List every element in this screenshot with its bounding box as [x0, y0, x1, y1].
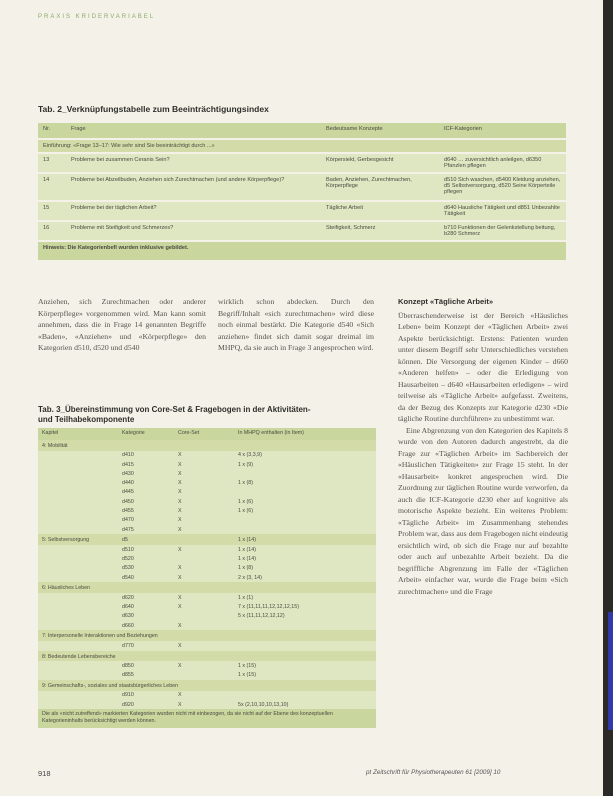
table2-cell: Probleme bei zusammen Ceranis Sein?: [66, 153, 321, 173]
table-row: [38, 497, 376, 506]
table2-cell: b710 Funktionen der Gelenkstellung beitung, b280 Schmerz: [439, 221, 566, 241]
table2-header-icf: ICF-Kategorien: [439, 123, 566, 139]
table3-cell-coreset: X: [178, 604, 182, 611]
table3-chapter-label: 4: Mobilität: [38, 440, 376, 451]
table3-cell-mhpq: [234, 641, 376, 650]
table2-header-nr: Nr.: [38, 123, 66, 139]
table-row: [38, 488, 376, 497]
body-column-left: [38, 296, 206, 354]
table-row: [38, 469, 376, 478]
table3-cell: [38, 451, 118, 460]
table2-cell: 15: [38, 201, 66, 221]
table3-header-coreset: Core-Set: [174, 428, 234, 440]
table3-cell-mhpq: 5 x (11,11,12,12,12): [238, 613, 285, 620]
table3-cell-coreset: X: [178, 594, 182, 601]
table3-cell-coreset: [174, 555, 234, 564]
table3-cell-mhpq: 7 x (11,11,11,12,12,12,15): [238, 604, 299, 611]
table3-cell-coreset: X: [178, 701, 182, 708]
table2-cell: Probleme bei der täglichen Arbeit?: [66, 201, 321, 221]
table3-cell-mhpq: 1 x (14): [238, 546, 256, 553]
table3-section-row: [38, 582, 376, 593]
table3-cell: [38, 621, 118, 630]
table3-cell-kategorie: d445: [122, 489, 134, 496]
table2-footnote: Hinweis: Die Kategorienbefi wurden inklusive gebildet.: [38, 241, 566, 261]
table2-cell: 14: [38, 173, 66, 201]
table3-cell-mhpq: 4 x (3,3,9): [238, 452, 262, 459]
table3-cell-mhpq: 1 x (8): [238, 480, 254, 487]
table3-cell-mhpq: [234, 488, 376, 497]
table2-footnote-row: [38, 241, 566, 261]
table3-cell-kategorie: d510: [122, 546, 134, 553]
table3-cell: [38, 671, 118, 680]
table2-cell: Probleme bei Abzeilbuden, Anziehen sich Zurechtmachen (und andere Körperpflege)?: [66, 173, 321, 201]
table3-cell: [38, 516, 118, 525]
section-heading: Konzept «Tägliche Arbeit»: [398, 297, 494, 306]
table3-cell: [38, 525, 118, 534]
table3-cell-coreset: X: [178, 461, 182, 468]
table3-cell-mhpq: [234, 516, 376, 525]
table2-cell: d640 Hausliche Tätigkeit und d851 Unbezahlte Tätigkeit: [439, 201, 566, 221]
table3-cell-kategorie: d855: [122, 672, 134, 679]
table3-cell-kategorie: d440: [122, 480, 134, 487]
table3-cell-mhpq: 1 x (1): [238, 594, 254, 601]
table3-cell: 1 x (14): [234, 534, 376, 545]
table3-cell: [38, 488, 118, 497]
table3-cell-mhpq: 1 x (6): [238, 508, 254, 515]
table3-cell-coreset: X: [178, 517, 182, 524]
table-row: [38, 525, 376, 534]
table3-cell-kategorie: d455: [122, 508, 134, 515]
table3-chapter-label: 8: Bedeutende Lebensbereiche: [38, 651, 376, 662]
table3-cell-coreset: X: [178, 565, 182, 572]
table3-title: [38, 405, 310, 425]
table-row: [38, 661, 376, 670]
table3-cell-kategorie: d620: [122, 594, 134, 601]
table3-section-row: [38, 630, 376, 641]
table-row: [38, 221, 566, 241]
table2-cell: 13: [38, 153, 66, 173]
running-head: PRAXIS KRIDERVARIABEL: [38, 14, 156, 20]
table3-cell-kategorie: d415: [122, 461, 134, 468]
table3-cell: [38, 469, 118, 478]
table3-cell-kategorie: d640: [122, 604, 134, 611]
table3-cell: [38, 507, 118, 516]
table3-cell-mhpq: 1 x (15): [238, 662, 256, 669]
table3-cell-kategorie: d450: [122, 498, 134, 505]
body-paragraph: Überraschenderweise ist der Bereich «Häusliches Leben» beim Konzept der «Täglichen Arbeit» zwei Aspekte berücksichtigt. Erstens: Patienten wurden unter diesem Begriff sehr Unterschiedliches verstehen können. Die Versorgung der eigenen Kinder – d660 «Anderen helfen» – oder die Erledigung von Hausarbeiten – d640 «Hausarbeiten erledigen» – wird teilweise als «Tägliche Arbeit» aufgefasst. Zweitens, da der Bezug des Konzepts zur Kategorie d230 «Die tägliche Routine durchführen» zu unbestimmt war.: [398, 310, 568, 423]
table-row: [38, 700, 376, 709]
table3-cell-coreset: X: [178, 642, 182, 649]
table2-cell: Tägliche Arbeit: [321, 201, 439, 221]
table-row: [38, 621, 376, 630]
table-row: [38, 573, 376, 582]
table3-cell-kategorie: d540: [122, 574, 134, 581]
journal-footer: pt Zeitschrift für Physiotherapeuten 61 [2009] 10: [366, 769, 501, 776]
table-row: [38, 671, 376, 680]
table3-cell: [38, 479, 118, 488]
table3-section-row: [38, 440, 376, 451]
table3-cell-mhpq: 1 x (14): [238, 556, 256, 563]
table3-cell-coreset: X: [178, 662, 182, 669]
table3-cell-mhpq: 1 x (9): [238, 461, 254, 468]
table3-cell: [38, 564, 118, 573]
table3-cell: [38, 460, 118, 469]
table3-cell-mhpq: 1 x (8): [238, 565, 254, 572]
table3-cell: [38, 603, 118, 612]
table3-cell-kategorie: d920: [122, 701, 134, 708]
table3-chapter-label: 7: Interpersonelle Interaktionen und Beziehungen: [38, 630, 376, 641]
table3-cell-coreset: [174, 612, 234, 621]
table3-cell-coreset: X: [178, 574, 182, 581]
table3-cell-mhpq: 5x (2,10,10,10,13,10): [238, 701, 289, 708]
table3-cell-coreset: X: [178, 508, 182, 515]
body-paragraph: Eine Abgrenzung von den Kategorien des Kapitels 8 wurde von den Autoren dadurch angestrebt, da die Frage zur «Täglichen Arbeit» im Sachbereich der «Häuslichen Tätigkeiten» zur Frage 15 steht. In der «Hausarbeit» konkret angesprochen wird. Die Zuordnung zur täglichen Routine wurde verworfen, da auch die ICF-Kategorie d230 eher auf kognitive als motorische Aspekte bezieht. Ein weiteres Problem: «Tägliche Arbeit» im Zusammenhang stehendes Problem war, dass aus dem Fragebogen nicht eindeutig ersichtlich wird, ob sich die Frage nur auf bezahlte oder auch auf unbezahlte Arbeit bezieht. Da die begriffliche Abgrenzung im Falle der «Täglichen Arbeit» einfacher war, wurde die Frage beim «Sich zurechtmachen» und die Frage: [398, 425, 568, 596]
table-row: [38, 479, 376, 488]
table3-cell-mhpq: [234, 691, 376, 700]
table-row: [38, 451, 376, 460]
table3-cell-kategorie: d850: [122, 662, 134, 669]
table3-cell-coreset: X: [178, 692, 182, 699]
body-paragraph: wirklich schon abdecken. Durch den Begriff/Inhalt «sich zurechtmachen» wird diese noch einmal bestärkt. Die Kategorie d540 «Sich anziehen» findet sich damit sogar dreimal im MHPQ, da sie auch in Frage 3 angesprochen wird.: [218, 297, 374, 352]
chapter-tab: [608, 612, 613, 730]
table3-cell-coreset: X: [178, 489, 182, 496]
table3-cell: [38, 573, 118, 582]
table2-cell: d510 Sich waschen, d5400 Kleidung anziehen, d5 Selbstversorgung, d520 Seine Körperteile pflegen: [439, 173, 566, 201]
table3-header-mhpq: In MHPQ enthalten (in Item): [234, 428, 376, 440]
table2-title: Tab. 2_Verknüpfungstabelle zum Beeinträchtigungsindex: [38, 104, 269, 114]
table3-cell: [38, 661, 118, 670]
table2-cell: Steifigkeit, Schmerz: [321, 221, 439, 241]
table-row: [38, 593, 376, 602]
table2-cell: Körpersiekt, Gerbesgesicht: [321, 153, 439, 173]
table3-cell-mhpq: [234, 525, 376, 534]
table2-cell: Probleme mit Steifigkeit und Schmerzes?: [66, 221, 321, 241]
table3-cell: [174, 534, 234, 545]
table3: [38, 428, 376, 728]
body-column-right: [398, 296, 568, 597]
table-row: [38, 555, 376, 564]
table3-cell: [38, 497, 118, 506]
table3-cell-kategorie: d910: [122, 692, 134, 699]
table3-cell-kategorie: d770: [122, 642, 134, 649]
table-row: [38, 545, 376, 554]
page-number: 918: [38, 769, 51, 778]
table3-cell-coreset: X: [178, 498, 182, 505]
table2-header-konzepte: Bedeutsame Konzepte: [321, 123, 439, 139]
table3-cell: [38, 555, 118, 564]
table3-cell-kategorie: d475: [122, 526, 134, 533]
table-row: [38, 564, 376, 573]
table2-cell: d640 … zuversichtlich anleilgen, d6350 Pfanzlen pflegen: [439, 153, 566, 173]
table3-cell: d5: [118, 534, 174, 545]
table2-band-row: [38, 139, 566, 153]
table3-cell-coreset: X: [178, 546, 182, 553]
table-row: [38, 691, 376, 700]
table-row: [38, 201, 566, 221]
table3-cell: [38, 612, 118, 621]
table3-cell-mhpq: [234, 469, 376, 478]
table3-cell-mhpq: 2 x (3, 14): [238, 574, 262, 581]
table3-cell-kategorie: d430: [122, 470, 134, 477]
table3-footnote: Die als «nicht zutreffend» markierten Kategorien wurden nicht mit einbezogen, da sie nicht auf der Ebene des konzeptuellen Kategorieninhalts berücksichtigt werden können.: [38, 709, 376, 728]
table3-cell: [38, 641, 118, 650]
table-row: [38, 173, 566, 201]
table3-title-line: Tab. 3_Übereinstimmung von Core-Set & Fragebogen in der Aktivitäten-: [38, 405, 311, 414]
table2-header-row: [38, 123, 566, 139]
table3-cell-coreset: X: [178, 452, 182, 459]
table2-cell: Baden, Anziehen, Zurechtmachen, Körperpflege: [321, 173, 439, 201]
table-row: [38, 603, 376, 612]
table3-header-row: [38, 428, 376, 440]
table3-cell: [38, 545, 118, 554]
table3-cell-coreset: [174, 671, 234, 680]
table3-cell-kategorie: d660: [122, 622, 134, 629]
table2: [38, 123, 566, 262]
table3-header-kapitel: Kapitel: [38, 428, 118, 440]
table-row: [38, 516, 376, 525]
table3-cell-mhpq: 1 x (6): [238, 498, 254, 505]
table3-cell-coreset: X: [178, 470, 182, 477]
body-paragraph: Anziehen, sich Zurechtmachen oder anderer Körperpflege» vorgenommen wird. Man kann somit annehmen, dass die in Frage 14 genannten Begriffe «Baden», «Anziehen» und «Körperpflege» den Kategorien d510, d520 und d540: [38, 297, 206, 352]
table3-cell: [38, 691, 118, 700]
table3-chapter-label: 6: Häusliches Leben: [38, 582, 376, 593]
table3-section-row: [38, 651, 376, 662]
table3-footnote-row: [38, 709, 376, 728]
table3-cell-kategorie: d520: [122, 556, 134, 563]
table3-chapter-label: 5: Selbstversorgung: [38, 534, 118, 545]
body-column-middle: [218, 296, 374, 354]
table3-cell-coreset: X: [178, 480, 182, 487]
table3-section-row: [38, 534, 376, 545]
table3-cell: [38, 593, 118, 602]
table3-cell-mhpq: [234, 621, 376, 630]
table3-cell-kategorie: d630: [122, 613, 134, 620]
table3-section-row: [38, 680, 376, 691]
table3-cell-kategorie: d530: [122, 565, 134, 572]
table3-cell-kategorie: d410: [122, 452, 134, 459]
table2-band: Einführung: «Frage 13–17: Wie sehr sind Sie beeinträchtigt durch ...»: [38, 139, 566, 153]
table2-header-frage: Frage: [66, 123, 321, 139]
table3-cell-coreset: X: [178, 622, 182, 629]
table3-chapter-label: 9: Gemeinschafts-, soziales und staatsbürgerliches Leben: [38, 680, 376, 691]
table-row: [38, 641, 376, 650]
table-row: [38, 507, 376, 516]
table3-cell-kategorie: d470: [122, 517, 134, 524]
table3-title-line: und Teilhabekomponente: [38, 415, 135, 424]
table3-header-kategorie: Kategorie: [118, 428, 174, 440]
table-row: [38, 612, 376, 621]
table2-cell: 16: [38, 221, 66, 241]
table-row: [38, 153, 566, 173]
table3-cell-mhpq: 1 x (15): [238, 672, 256, 679]
table3-cell-coreset: X: [178, 526, 182, 533]
table3-cell: [38, 700, 118, 709]
table-row: [38, 460, 376, 469]
